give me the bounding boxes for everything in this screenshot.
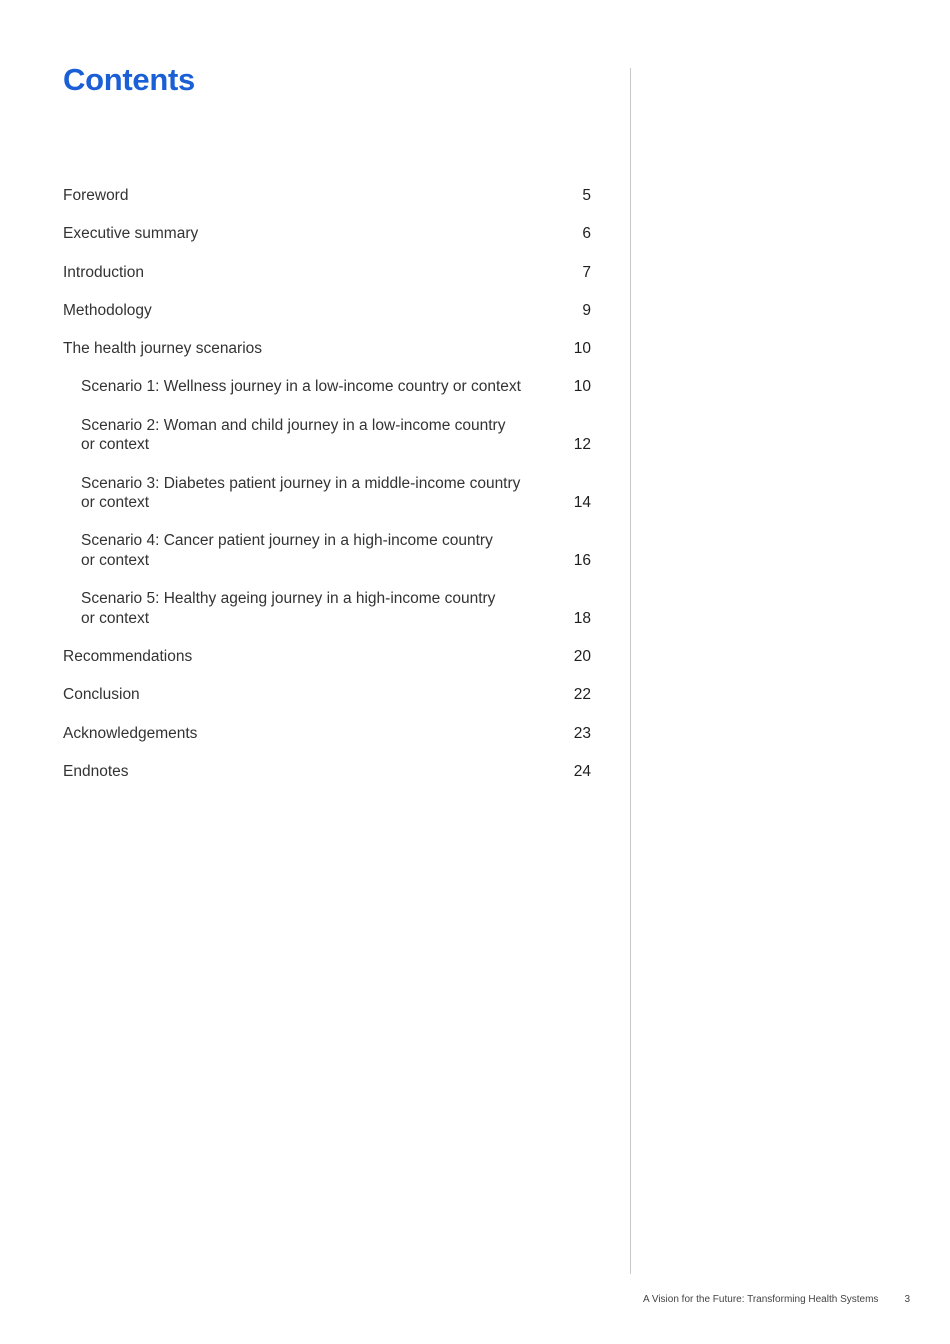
toc-entry[interactable] xyxy=(63,263,591,283)
toc-entry[interactable] xyxy=(63,474,591,513)
toc-entry[interactable] xyxy=(63,724,591,744)
toc-entry[interactable] xyxy=(63,531,591,570)
toc-entry-page-number: 10 xyxy=(573,378,591,396)
toc-entry-label: Scenario 3: Diabetes patient journey in a middle-income country or context xyxy=(81,474,521,512)
toc-entry[interactable] xyxy=(63,762,591,782)
toc-entry-page-number: 12 xyxy=(573,436,591,454)
toc-entry-label: The health journey scenarios xyxy=(63,340,263,358)
toc-entry-page-number: 23 xyxy=(573,724,591,742)
toc-entry-label: Introduction xyxy=(63,263,144,281)
toc-entry-page-number: 5 xyxy=(582,187,591,204)
toc-entry-page-number: 22 xyxy=(573,686,591,704)
toc-entry-label: Scenario 1: Wellness journey in a low-income country or context xyxy=(81,378,521,396)
toc-entry-page-number: 6 xyxy=(582,225,591,243)
toc-entry-label: Scenario 2: Woman and child journey in a low-income country or context xyxy=(81,416,506,454)
toc-entry-page-number: 14 xyxy=(573,494,591,512)
toc-entry-page-number: 10 xyxy=(573,340,591,358)
toc-entry-label: Scenario 5: Healthy ageing journey in a high-income country or context xyxy=(81,590,496,627)
toc-entry[interactable] xyxy=(63,301,591,321)
toc-entry-label: Methodology xyxy=(63,301,152,319)
page-title: Contents xyxy=(63,62,195,97)
toc-entry-label: Conclusion xyxy=(63,686,140,704)
toc-entry[interactable] xyxy=(63,224,591,244)
toc-entry-label: Recommendations xyxy=(63,647,193,665)
vertical-divider xyxy=(630,68,631,1274)
toc-entry[interactable] xyxy=(63,377,591,397)
toc-entry-label: Endnotes xyxy=(63,762,129,780)
page-footer xyxy=(643,1294,910,1305)
toc-entry-label: Executive summary xyxy=(63,225,199,243)
toc-entry[interactable] xyxy=(63,339,591,359)
toc-entry[interactable] xyxy=(63,589,591,628)
toc-entry-page-number: 16 xyxy=(573,551,591,569)
footer-document-title: A Vision for the Future: Transforming Health Systems xyxy=(642,1294,879,1305)
toc-entry-label: Acknowledgements xyxy=(63,724,198,742)
toc-entry[interactable] xyxy=(63,416,591,455)
toc-entry[interactable] xyxy=(63,186,591,206)
toc-entry-label: Foreword xyxy=(63,187,129,204)
toc-entry-page-number: 9 xyxy=(582,301,591,319)
toc-entry-page-number: 18 xyxy=(573,609,591,627)
toc-entry-label: Scenario 4: Cancer patient journey in a high-income country or context xyxy=(81,532,493,569)
toc-entry-page-number: 20 xyxy=(573,647,591,665)
footer-page-number: 3 xyxy=(904,1294,910,1305)
toc-entry[interactable] xyxy=(63,685,591,705)
toc-entry-page-number: 7 xyxy=(582,263,591,281)
toc-entry[interactable] xyxy=(63,647,591,667)
table-of-contents xyxy=(63,186,591,800)
toc-entry-page-number: 24 xyxy=(573,762,591,780)
